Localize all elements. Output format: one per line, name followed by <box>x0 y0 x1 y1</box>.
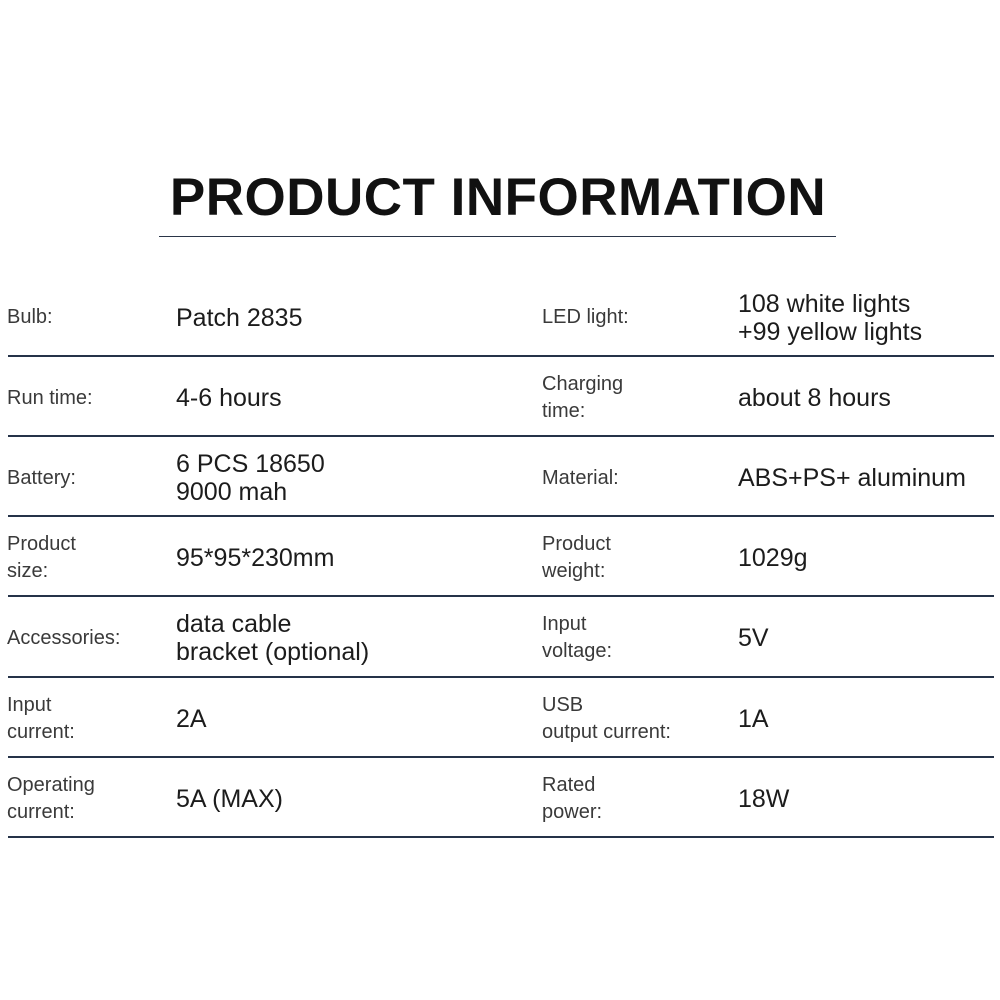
spec-label: Product size: <box>7 533 76 582</box>
spec-row-bulb <box>0 280 1000 355</box>
title-underline <box>159 236 836 237</box>
row-divider <box>8 355 994 357</box>
spec-row-accessories <box>0 600 1000 676</box>
row-divider <box>8 515 994 517</box>
spec-label: Bulb: <box>7 306 53 328</box>
spec-value: 1A <box>738 705 769 733</box>
spec-value: 2A <box>176 705 207 733</box>
row-divider <box>8 836 994 838</box>
spec-value: 18W <box>738 785 790 813</box>
spec-label: USB output current: <box>542 694 671 743</box>
row-divider <box>8 676 994 678</box>
row-divider <box>8 435 994 437</box>
spec-row-size <box>0 520 1000 596</box>
spec-value: ABS+PS+ aluminum <box>738 464 966 492</box>
spec-value: 5A (MAX) <box>176 785 283 813</box>
page-title: PRODUCT INFORMATION <box>169 168 827 227</box>
row-divider <box>8 756 994 758</box>
spec-value: Patch 2835 <box>176 303 303 332</box>
spec-label: Product weight: <box>542 533 611 582</box>
spec-value: 4-6 hours <box>176 384 282 412</box>
row-divider <box>8 595 994 597</box>
spec-label: Input voltage: <box>542 613 613 662</box>
spec-row-run-time <box>0 360 1000 436</box>
spec-value: data cable bracket (optional) <box>176 610 370 666</box>
spec-value: 6 PCS 18650 9000 mah <box>176 450 325 506</box>
spec-row-battery <box>0 440 1000 516</box>
spec-label: Rated power: <box>542 774 603 823</box>
spec-value: 108 white lights +99 yellow lights <box>738 289 923 346</box>
spec-label: Battery: <box>7 466 76 489</box>
spec-label: Operating current: <box>7 774 95 823</box>
spec-label: Run time: <box>7 386 93 409</box>
spec-value: 5V <box>738 624 769 652</box>
spec-label: Input current: <box>7 694 75 743</box>
spec-value: 95*95*230mm <box>176 544 335 572</box>
spec-label: LED light: <box>542 306 629 328</box>
spec-label: Accessories: <box>7 626 121 649</box>
spec-value: about 8 hours <box>738 384 891 412</box>
spec-label: Material: <box>542 466 619 489</box>
spec-label: Charging time: <box>542 373 624 422</box>
spec-value: 1029g <box>738 544 808 572</box>
spec-row-operating-current <box>0 761 1000 837</box>
spec-row-input-current <box>0 681 1000 757</box>
